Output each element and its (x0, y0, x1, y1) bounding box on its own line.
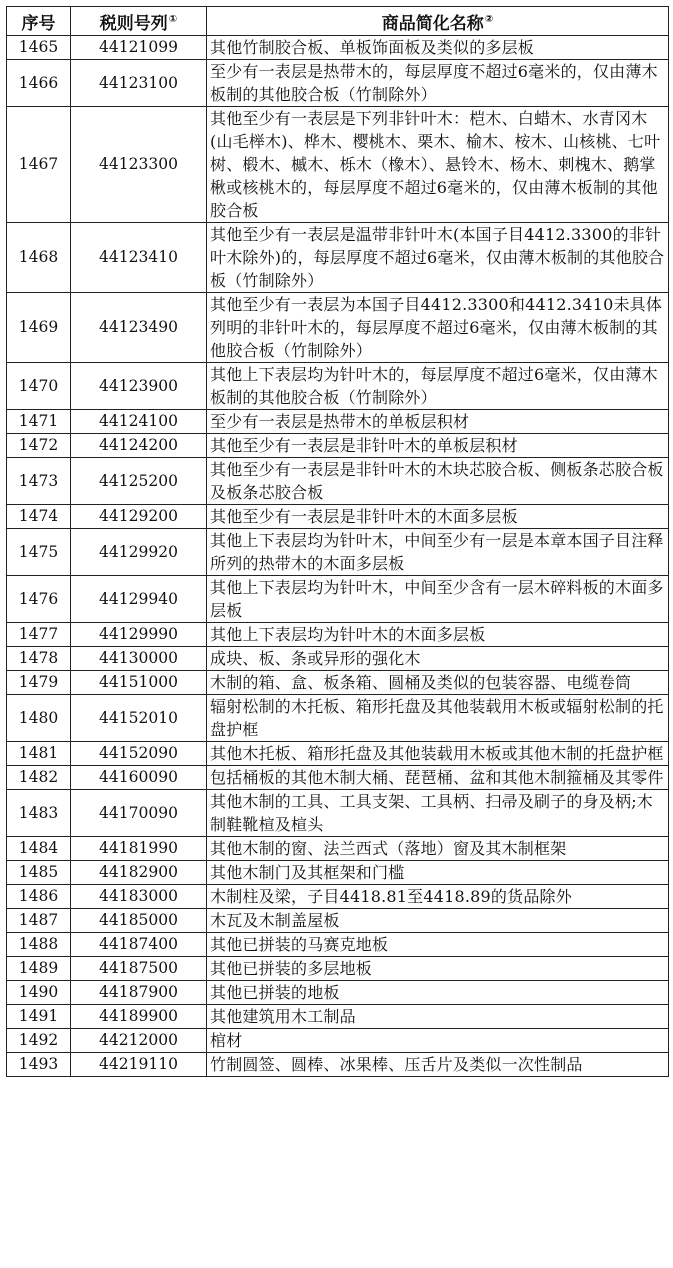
header-row (7, 7, 669, 36)
row-code-cell: 44181990 (71, 837, 207, 861)
header-name-label: 商品简化名称 (381, 13, 484, 34)
row-seq-cell: 1465 (7, 36, 71, 60)
row-seq-cell: 1482 (7, 766, 71, 790)
row-seq-cell: 1475 (7, 529, 71, 576)
row-code-cell: 44151000 (71, 671, 207, 695)
table-row (7, 695, 669, 742)
table-row (7, 1005, 669, 1029)
table-row (7, 434, 669, 458)
row-name-cell: 至少有一表层是热带木的，每层厚度不超过6毫米的，仅由薄木板制的其他胶合板（竹制除外） (207, 60, 669, 107)
row-code-cell: 44130000 (71, 647, 207, 671)
row-name-cell: 其他木制的工具、工具支架、工具柄、扫帚及刷子的身及柄;木制鞋靴楦及楦头 (207, 790, 669, 837)
table-row (7, 909, 669, 933)
row-seq-cell: 1478 (7, 647, 71, 671)
header-code-label: 税则号列 (99, 13, 168, 34)
row-name-cell: 其他上下表层均为针叶木的木面多层板 (207, 623, 669, 647)
table-row (7, 576, 669, 623)
row-name-cell: 其他上下表层均为针叶木，中间至少有一层是本章本国子目注释所列的热带木的木面多层板 (207, 529, 669, 576)
row-code-cell: 44187400 (71, 933, 207, 957)
row-code-cell: 44124100 (71, 410, 207, 434)
row-name-cell: 其他上下表层均为针叶木的，每层厚度不超过6毫米，仅由薄木板制的其他胶合板（竹制除外） (207, 363, 669, 410)
row-seq-cell: 1468 (7, 223, 71, 293)
table-row (7, 293, 669, 363)
row-seq-cell: 1467 (7, 107, 71, 223)
row-seq-cell: 1486 (7, 885, 71, 909)
row-seq-cell: 1473 (7, 458, 71, 505)
row-code-cell: 44152090 (71, 742, 207, 766)
row-seq-cell: 1474 (7, 505, 71, 529)
table-row (7, 505, 669, 529)
row-code-cell: 44123490 (71, 293, 207, 363)
table-row (7, 60, 669, 107)
row-name-cell: 其他木托板、箱形托盘及其他装载用木板或其他木制的托盘护框 (207, 742, 669, 766)
row-code-cell: 44123410 (71, 223, 207, 293)
table-row (7, 1029, 669, 1053)
row-name-cell: 其他至少有一表层是非针叶木的木块芯胶合板、侧板条芯胶合板及板条芯胶合板 (207, 458, 669, 505)
row-name-cell: 其他已拼装的地板 (207, 981, 669, 1005)
row-seq-cell: 1492 (7, 1029, 71, 1053)
row-code-cell: 44125200 (71, 458, 207, 505)
row-name-cell: 至少有一表层是热带木的单板层积材 (207, 410, 669, 434)
row-seq-cell: 1487 (7, 909, 71, 933)
row-name-cell: 包括桶板的其他木制大桶、琵琶桶、盆和其他木制箍桶及其零件 (207, 766, 669, 790)
row-name-cell: 其他至少有一表层是温带非针叶木(本国子目4412.3300的非针叶木除外)的，每层厚度不超过6毫米，仅由薄木板制的其他胶合板（竹制除外） (207, 223, 669, 293)
table-row (7, 107, 669, 223)
table-row (7, 981, 669, 1005)
row-code-cell: 44187900 (71, 981, 207, 1005)
row-name-cell: 其他至少有一表层是下列非针叶木：桤木、白蜡木、水青冈木(山毛榉木)、桦木、樱桃木、栗木、榆木、桉木、山核桃、七叶树、椴木、槭木、栎木（橡木）、悬铃木、杨木、刺槐木、鹅掌楸或核桃木的，每层厚度不超过6毫米的，仅由薄木板制的其他胶合板 (207, 107, 669, 223)
table-row (7, 529, 669, 576)
row-seq-cell: 1470 (7, 363, 71, 410)
row-seq-cell: 1469 (7, 293, 71, 363)
row-seq-cell: 1477 (7, 623, 71, 647)
row-code-cell: 44124200 (71, 434, 207, 458)
row-code-cell: 44160090 (71, 766, 207, 790)
row-code-cell: 44129920 (71, 529, 207, 576)
tariff-table-page (6, 6, 668, 1077)
row-code-cell: 44189900 (71, 1005, 207, 1029)
row-name-cell: 其他木制门及其框架和门槛 (207, 861, 669, 885)
row-name-cell: 其他上下表层均为针叶木，中间至少含有一层木碎料板的木面多层板 (207, 576, 669, 623)
row-seq-cell: 1483 (7, 790, 71, 837)
row-code-cell: 44129990 (71, 623, 207, 647)
row-seq-cell: 1466 (7, 60, 71, 107)
table-row (7, 742, 669, 766)
header-name (207, 7, 669, 36)
table-row (7, 861, 669, 885)
table-row (7, 223, 669, 293)
table-row (7, 458, 669, 505)
table-row (7, 933, 669, 957)
row-code-cell: 44170090 (71, 790, 207, 837)
footnote-mark-2: ② (484, 13, 494, 25)
table-row (7, 36, 669, 60)
row-code-cell: 44219110 (71, 1053, 207, 1077)
row-name-cell: 其他至少有一表层是非针叶木的单板层积材 (207, 434, 669, 458)
table-row (7, 647, 669, 671)
row-seq-cell: 1479 (7, 671, 71, 695)
row-name-cell: 木制柱及梁，子目4418.81至4418.89的货品除外 (207, 885, 669, 909)
table-body (7, 36, 669, 1077)
row-code-cell: 44129940 (71, 576, 207, 623)
table-row (7, 671, 669, 695)
tariff-table (6, 6, 669, 1077)
table-row (7, 363, 669, 410)
row-code-cell: 44183000 (71, 885, 207, 909)
row-seq-cell: 1485 (7, 861, 71, 885)
header-seq-label: 序号 (21, 13, 56, 34)
row-seq-cell: 1472 (7, 434, 71, 458)
row-name-cell: 其他竹制胶合板、单板饰面板及类似的多层板 (207, 36, 669, 60)
row-name-cell: 木制的箱、盒、板条箱、圆桶及类似的包装容器、电缆卷筒 (207, 671, 669, 695)
row-seq-cell: 1489 (7, 957, 71, 981)
row-code-cell: 44129200 (71, 505, 207, 529)
row-seq-cell: 1488 (7, 933, 71, 957)
table-row (7, 837, 669, 861)
row-seq-cell: 1476 (7, 576, 71, 623)
table-row (7, 885, 669, 909)
row-name-cell: 辐射松制的木托板、箱形托盘及其他装载用木板或辐射松制的托盘护框 (207, 695, 669, 742)
row-code-cell: 44123900 (71, 363, 207, 410)
table-header (7, 7, 669, 36)
row-seq-cell: 1471 (7, 410, 71, 434)
row-code-cell: 44123100 (71, 60, 207, 107)
row-code-cell: 44187500 (71, 957, 207, 981)
row-name-cell: 棺材 (207, 1029, 669, 1053)
row-name-cell: 其他木制的窗、法兰西式（落地）窗及其木制框架 (207, 837, 669, 861)
table-row (7, 623, 669, 647)
header-seq (7, 7, 71, 36)
row-name-cell: 其他建筑用木工制品 (207, 1005, 669, 1029)
row-seq-cell: 1493 (7, 1053, 71, 1077)
table-row (7, 410, 669, 434)
row-code-cell: 44123300 (71, 107, 207, 223)
table-row (7, 766, 669, 790)
row-code-cell: 44185000 (71, 909, 207, 933)
row-name-cell: 其他已拼装的马赛克地板 (207, 933, 669, 957)
row-seq-cell: 1490 (7, 981, 71, 1005)
row-seq-cell: 1481 (7, 742, 71, 766)
row-seq-cell: 1480 (7, 695, 71, 742)
row-seq-cell: 1484 (7, 837, 71, 861)
table-row (7, 790, 669, 837)
row-name-cell: 其他至少有一表层是非针叶木的木面多层板 (207, 505, 669, 529)
row-code-cell: 44182900 (71, 861, 207, 885)
row-name-cell: 其他已拼装的多层地板 (207, 957, 669, 981)
row-name-cell: 木瓦及木制盖屋板 (207, 909, 669, 933)
header-code (71, 7, 207, 36)
row-name-cell: 其他至少有一表层为本国子目4412.3300和4412.3410未具体列明的非针叶木的，每层厚度不超过6毫米，仅由薄木板制的其他胶合板（竹制除外） (207, 293, 669, 363)
row-name-cell: 成块、板、条或异形的强化木 (207, 647, 669, 671)
row-code-cell: 44152010 (71, 695, 207, 742)
row-seq-cell: 1491 (7, 1005, 71, 1029)
table-row (7, 957, 669, 981)
row-name-cell: 竹制圆签、圆棒、冰果棒、压舌片及类似一次性制品 (207, 1053, 669, 1077)
row-code-cell: 44121099 (71, 36, 207, 60)
row-code-cell: 44212000 (71, 1029, 207, 1053)
table-row (7, 1053, 669, 1077)
footnote-mark-1: ① (168, 13, 178, 25)
